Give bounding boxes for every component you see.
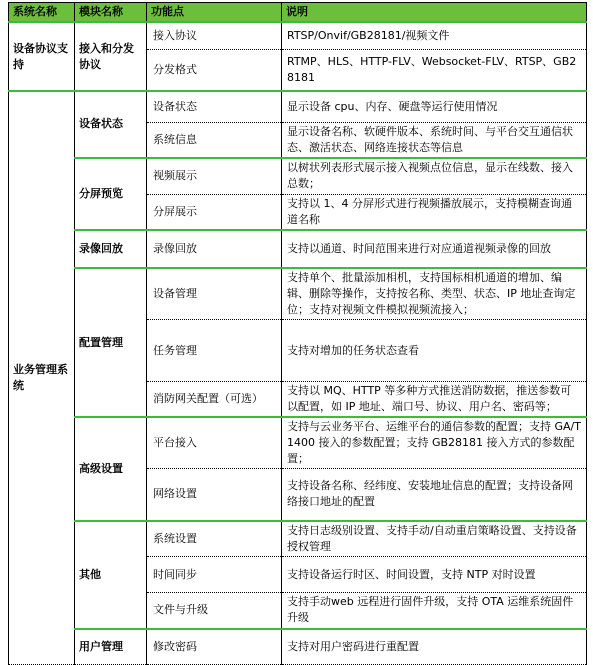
feature-cell: 网络设置 [147, 469, 282, 521]
table-row [9, 629, 587, 665]
table-row [9, 230, 587, 268]
description-cell: 支持对增加的任务状态查看 [282, 320, 587, 382]
table-row [9, 417, 587, 469]
description-cell: 支持对用户密码进行重配置 [282, 629, 587, 665]
feature-cell: 录像回放 [147, 230, 282, 268]
feature-cell: 修改密码 [147, 629, 282, 665]
description-cell: 以树状列表形式展示接入视频点位信息，显示在线数、接入总数； [282, 158, 587, 195]
table-row [9, 91, 587, 122]
module-name-cell: 用户管理 [75, 629, 147, 665]
feature-cell: 文件与升级 [147, 593, 282, 629]
feature-cell: 分屏展示 [147, 195, 282, 231]
table-row [9, 268, 587, 320]
description-cell: 支持单个、批量添加相机，支持国标相机通道的增加、编辑、删除等操作，支持按名称、类型、状态、IP 地址查询定位；支持对视频文件模拟视频流接入； [282, 268, 587, 320]
module-name-cell: 接入和分发协议 [75, 22, 147, 91]
feature-cell: 接入协议 [147, 22, 282, 49]
feature-cell: 设备状态 [147, 91, 282, 122]
description-cell: RTSP/Onvif/GB28181/视频文件 [282, 22, 587, 49]
feature-cell: 消防网关配置（可选） [147, 382, 282, 418]
description-cell: 支持以 MQ、HTTP 等多种方式推送消防数据，推送参数可以配置，如 IP 地址、端口号、协议、用户名、密码等； [282, 382, 587, 418]
table-row [9, 22, 587, 49]
module-name-cell: 分屏预览 [75, 158, 147, 231]
system-name-cell: 业务管理系统 [9, 91, 75, 665]
feature-cell: 视频展示 [147, 158, 282, 195]
feature-cell: 时间同步 [147, 557, 282, 593]
header-feature: 功能点 [147, 3, 282, 23]
table-body [9, 22, 587, 665]
header-row [9, 3, 587, 23]
system-name-cell: 设备协议支持 [9, 22, 75, 91]
feature-cell: 平台接入 [147, 417, 282, 469]
table-row [9, 158, 587, 195]
header-system: 系统名称 [9, 3, 75, 23]
module-name-cell: 配置管理 [75, 268, 147, 417]
table-row [9, 521, 587, 557]
description-cell: RTMP、HLS、HTTP-FLV、Websocket-FLV、RTSP、GB28181 [282, 49, 587, 91]
feature-cell: 分发格式 [147, 49, 282, 91]
module-name-cell: 其他 [75, 521, 147, 629]
module-name-cell: 高级设置 [75, 417, 147, 521]
header-module: 模块名称 [75, 3, 147, 23]
module-name-cell: 设备状态 [75, 91, 147, 158]
feature-cell: 系统设置 [147, 521, 282, 557]
module-name-cell: 录像回放 [75, 230, 147, 268]
header-description: 说明 [282, 3, 587, 23]
feature-cell: 任务管理 [147, 320, 282, 382]
description-cell: 支持与云业务平台、运维平台的通信参数的配置；支持 GA/T1400 接入的参数配置；支持 GB28181 接入方式的参数配置； [282, 417, 587, 469]
description-cell: 支持日志级别设置、支持手动/自动重启策略设置、支持设备授权管理 [282, 521, 587, 557]
description-cell: 显示设备名称、软硬件版本、系统时间、与平台交互通信状态、激活状态、网络连接状态等信息 [282, 122, 587, 158]
spec-table [8, 2, 587, 665]
feature-cell: 设备管理 [147, 268, 282, 320]
description-cell: 支持以 1、4 分屏形式进行视频播放展示，支持模糊查询通道名称 [282, 195, 587, 231]
description-cell: 支持以通道、时间范围来进行对应通道视频录像的回放 [282, 230, 587, 268]
description-cell: 显示设备 cpu、内存、硬盘等运行使用情况 [282, 91, 587, 122]
description-cell: 支持设备名称、经纬度、安装地址信息的配置；支持设备网络接口地址的配置 [282, 469, 587, 521]
feature-cell: 系统信息 [147, 122, 282, 158]
description-cell: 支持设备运行时区、时间设置，支持 NTP 对时设置 [282, 557, 587, 593]
description-cell: 支持手动web 远程进行固件升级，支持 OTA 运维系统固件升级 [282, 593, 587, 629]
